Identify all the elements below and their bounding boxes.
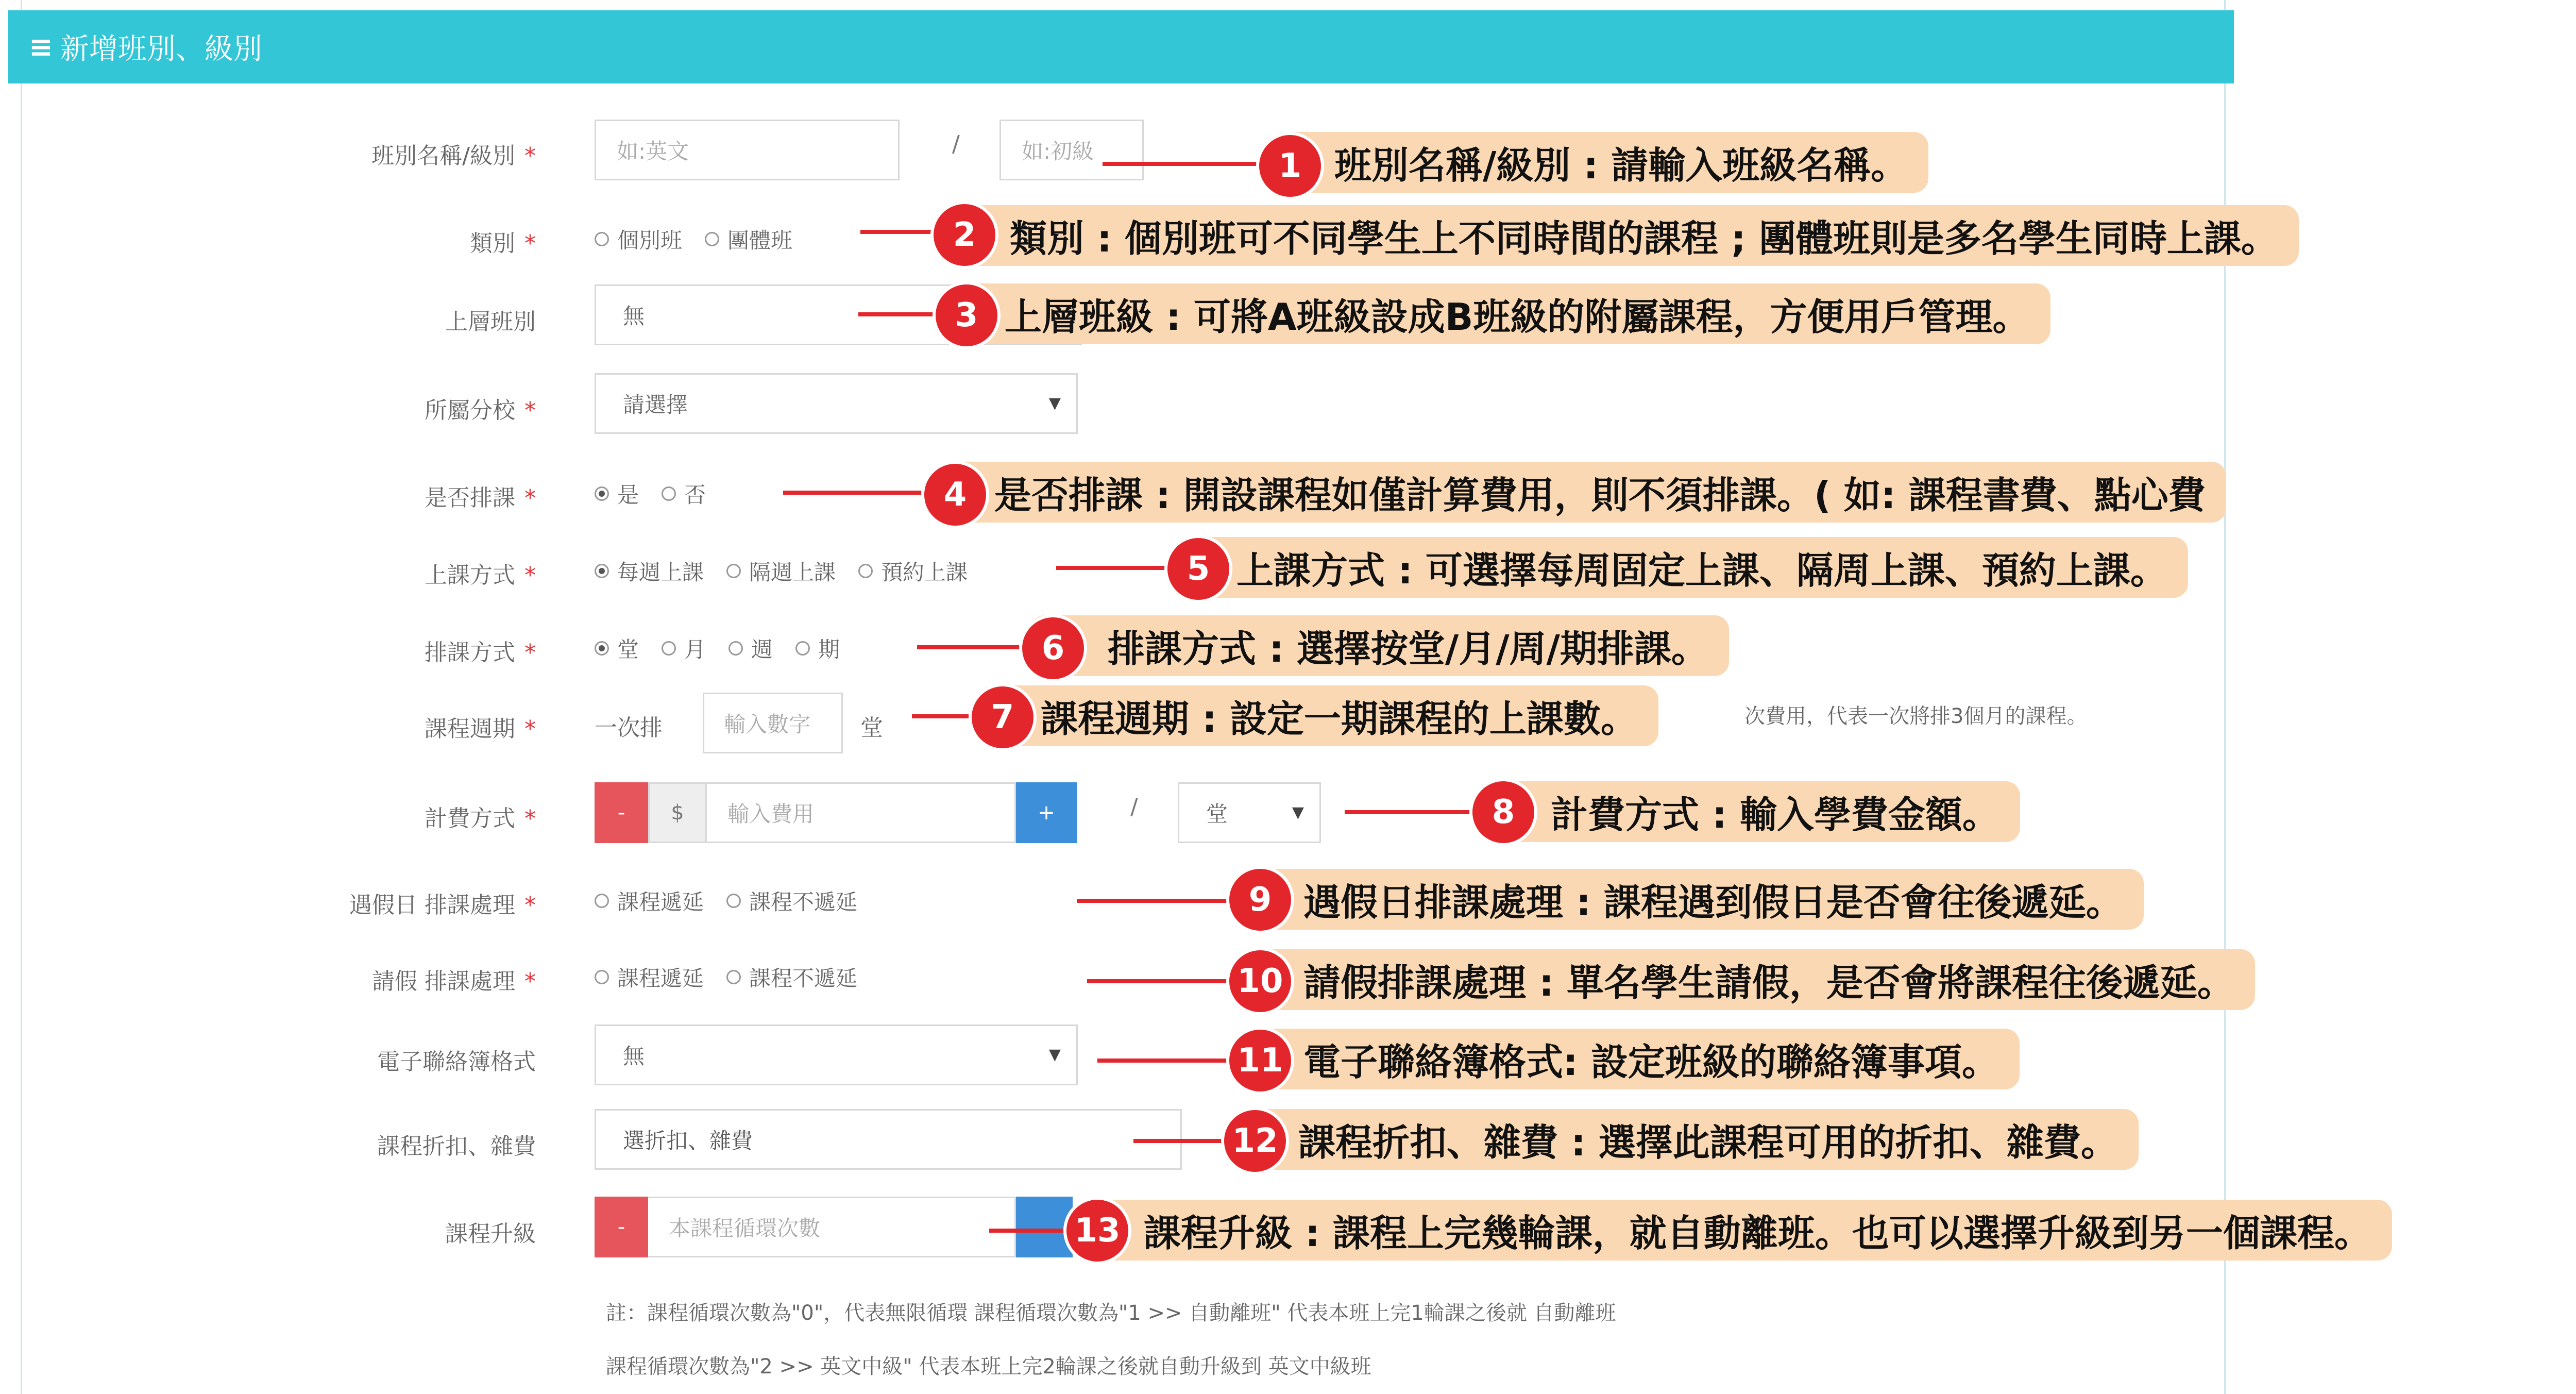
radio-icon[interactable] [726, 564, 741, 578]
callout-line-5 [1056, 566, 1170, 570]
upgrade-cycle-input[interactable]: 本課程循環次數 [648, 1197, 1016, 1257]
category-option-individual[interactable]: 個別班 [595, 224, 682, 255]
callout-line-6 [917, 645, 1020, 649]
caret-down-icon: ▼ [1048, 394, 1061, 412]
upgrade-note-2: 課程循環次數為"2 >> 英文中級" 代表本班上完2輪課之後就自動升級到 英文中級班 [606, 1355, 1371, 1379]
leave-label: 請假 排課處理 * [372, 968, 536, 995]
radio-checked-icon[interactable] [595, 564, 609, 578]
currency-addon: $ [648, 782, 707, 843]
form-title: 新增班別、級別 [60, 32, 262, 66]
callout-badge-5: 5 [1164, 535, 1232, 603]
callout-line-4 [783, 491, 943, 495]
holiday-option-defer[interactable]: 課程遞延 [595, 885, 704, 916]
holiday-label: 遇假日 排課處理 * [349, 892, 536, 918]
cycle-help-text: 次費用，代表一次將排3個月的課程。 [1744, 704, 2088, 728]
callout-badge-11: 11 [1226, 1027, 1294, 1095]
billing-minus-button[interactable]: - [595, 782, 648, 843]
class-name-input[interactable]: 如:英文 [595, 120, 900, 180]
radio-icon[interactable] [726, 894, 741, 908]
callout-badge-13: 13 [1063, 1197, 1131, 1265]
class-mode-weekly[interactable]: 每週上課 [595, 556, 704, 586]
callout-line-10 [1087, 979, 1231, 983]
branch-label: 所屬分校 * [425, 397, 536, 424]
class-level-input[interactable]: 如:初級 [999, 120, 1144, 180]
callout-10: 請假排課處理 : 單名學生請假，是否會將課程往後遞延。 [1242, 949, 2255, 1010]
callout-line-12 [1133, 1139, 1226, 1143]
schedule-unit-radio-group [595, 633, 862, 664]
category-option-group[interactable]: 團體班 [705, 224, 792, 255]
callout-9: 遇假日排課處理 : 課程遇到假日是否會往後遞延。 [1242, 869, 2144, 930]
cycle-prefix: 一次排 [595, 715, 663, 741]
callout-3: 上層班級 : 可將A班級設成B班級的附屬課程，方便用戶管理。 [953, 283, 2050, 344]
billing-plus-button[interactable]: + [1016, 782, 1077, 843]
callout-1: 班別名稱/級別 : 請輸入班級名稱。 [1278, 132, 1928, 193]
radio-checked-icon[interactable] [595, 641, 609, 656]
schedule-unit-term[interactable]: 期 [795, 633, 840, 664]
scheduling-option-no[interactable]: 否 [662, 478, 706, 509]
radio-icon[interactable] [595, 970, 609, 984]
callout-6: 排課方式 : 選擇按堂/月/周/期排課。 [1030, 615, 1729, 676]
callout-badge-4: 4 [921, 461, 989, 529]
callout-12: 課程折扣、雜費 : 選擇此課程可用的折扣、雜費。 [1236, 1109, 2139, 1170]
parent-class-label: 上層班別 [445, 309, 536, 335]
leave-option-defer[interactable]: 課程遞延 [595, 962, 704, 993]
radio-icon[interactable] [662, 641, 676, 656]
callout-badge-12: 12 [1221, 1107, 1289, 1175]
callout-line-7 [912, 714, 969, 718]
callout-11: 電子聯絡簿格式: 設定班級的聯絡簿事項。 [1242, 1029, 2020, 1089]
menu-icon: ≡ [29, 30, 53, 64]
callout-line-9 [1077, 899, 1231, 903]
radio-icon[interactable] [705, 232, 719, 246]
callout-badge-6: 6 [1019, 614, 1087, 682]
scheduling-radio-group [595, 478, 728, 509]
billing-label: 計費方式 * [425, 805, 536, 832]
holiday-option-nodefer[interactable]: 課程不遞延 [726, 885, 857, 916]
radio-icon[interactable] [858, 564, 873, 578]
callout-line-11 [1097, 1059, 1231, 1063]
upgrade-label: 課程升級 [445, 1221, 536, 1247]
caret-down-icon: ▼ [1292, 803, 1304, 821]
holiday-radio-group [595, 885, 880, 916]
schedule-unit-month[interactable]: 月 [662, 633, 706, 664]
callout-badge-7: 7 [969, 683, 1037, 751]
callout-7: 課程週期 : 設定一期課程的上課數。 [979, 685, 1658, 746]
class-name-label: 班別名稱/級別 * [371, 143, 536, 169]
cycle-suffix: 堂 [860, 715, 883, 741]
form-header [8, 10, 2234, 83]
callout-badge-1: 1 [1256, 132, 1324, 200]
cycle-count-input[interactable]: 輸入數字 [703, 693, 843, 753]
billing-separator: / [1130, 794, 1138, 820]
callout-line-1 [1103, 162, 1278, 166]
schedule-unit-label: 排課方式 * [425, 640, 536, 666]
billing-unit-select[interactable]: 堂 ▼ [1178, 782, 1321, 843]
radio-icon[interactable] [595, 232, 609, 246]
schedule-unit-week[interactable]: 週 [728, 633, 773, 664]
branch-select[interactable]: 請選擇 ▼ [595, 373, 1078, 434]
cycle-label: 課程週期 * [425, 716, 536, 742]
upgrade-minus-button[interactable]: - [595, 1197, 648, 1257]
scheduling-label: 是否排課 * [425, 485, 536, 511]
leave-radio-group [595, 962, 880, 993]
callout-badge-9: 9 [1226, 866, 1294, 934]
radio-icon[interactable] [726, 970, 741, 984]
class-mode-label: 上課方式 * [425, 562, 536, 589]
callout-2: 類別 : 個別班可不同學生上不同時間的課程 ; 團體班則是多名學生同時上課。 [958, 205, 2299, 266]
leave-option-nodefer[interactable]: 課程不遞延 [726, 962, 857, 993]
category-radio-group [595, 224, 815, 255]
category-label: 類別 * [470, 230, 536, 257]
callout-5: 上課方式 : 可選擇每周固定上課、隔周上課、預約上課。 [1185, 537, 2188, 598]
billing-fee-input[interactable]: 輸入費用 [707, 782, 1016, 843]
callout-13: 課程升級 : 課程上完幾輪課，就自動離班。也可以選擇升級到另一個課程。 [1077, 1200, 2392, 1261]
class-mode-radio-group [595, 556, 990, 586]
callout-8: 計費方式 : 輸入學費金額。 [1484, 781, 2020, 842]
callout-badge-10: 10 [1226, 947, 1294, 1015]
class-mode-biweekly[interactable]: 隔週上課 [726, 556, 836, 586]
discount-input[interactable]: 選折扣、雜費 [595, 1109, 1182, 1170]
radio-checked-icon[interactable] [595, 486, 609, 501]
caret-down-icon: ▼ [1048, 1046, 1061, 1064]
callout-line-8 [1345, 810, 1473, 814]
callout-4: 是否排課 : 開設課程如僅計算費用，則不須排課。( 如: 課程書費、點心費 [943, 462, 2226, 523]
parent-class-input[interactable]: 無 [595, 284, 1082, 345]
class-level-separator: / [952, 131, 960, 157]
schedule-unit-session[interactable]: 堂 [595, 633, 639, 664]
upgrade-note-1: 註：課程循環次數為"0"，代表無限循環 課程循環次數為"1 >> 自動離班" 代表本班上完1輪課之後就 自動離班 [606, 1301, 1616, 1325]
callout-badge-3: 3 [933, 281, 1001, 349]
radio-icon[interactable] [662, 486, 676, 501]
callout-line-13 [989, 1229, 1066, 1233]
contact-book-select[interactable]: 無 ▼ [595, 1024, 1078, 1085]
discount-label: 課程折扣、雜費 [377, 1133, 536, 1160]
radio-icon[interactable] [595, 894, 609, 908]
contact-book-label: 電子聯絡簿格式 [377, 1049, 536, 1075]
class-mode-appointment[interactable]: 預約上課 [858, 556, 968, 586]
callout-badge-2: 2 [930, 201, 998, 269]
scheduling-option-yes[interactable]: 是 [595, 478, 639, 509]
callout-badge-8: 8 [1469, 778, 1537, 846]
radio-icon[interactable] [728, 641, 743, 656]
radio-icon[interactable] [795, 641, 810, 656]
